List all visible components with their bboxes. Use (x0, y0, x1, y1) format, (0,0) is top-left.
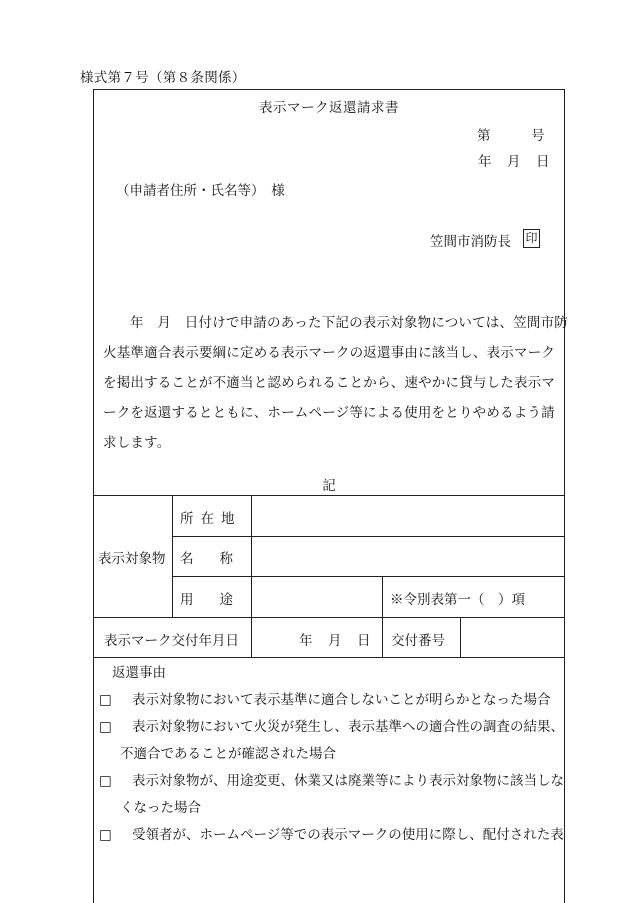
col-rule (382, 576, 383, 657)
checkbox-icon[interactable]: □ (99, 719, 112, 735)
ki-note: 記 (322, 478, 336, 494)
col-rule (172, 495, 173, 617)
return-reasons (94, 660, 564, 849)
issue-number-label: 交付番号 (391, 633, 445, 649)
reason-item (94, 768, 564, 822)
reason-item (94, 687, 564, 714)
reason-text: 不適合であることが確認された場合 (120, 746, 336, 762)
body-line: 年 月 日付けで申請のあった下記の表示対象物については、笠間市防 (130, 315, 568, 331)
use-classification: ※令別表第一（ ）項 (390, 592, 525, 608)
issue-date-label: 表示マーク交付年月日 (104, 633, 239, 649)
issue-date-value: 年 月 日 (299, 633, 372, 649)
use-label: 用途 (180, 592, 259, 608)
reason-text: 表示対象物において表示基準に適合しないことが明らかとなった場合 (132, 692, 551, 708)
body-line: 火基準適合表示要綱に定める表示マークの返還事由に該当し、表示マーク (103, 345, 556, 361)
document-number: 第 号 (477, 128, 545, 144)
form-title: 表示マーク返還請求書 (259, 100, 399, 116)
addressee: （申請者住所・氏名等） 様 (116, 183, 285, 199)
body-line: を掲出することが不適当と認められることから、速やかに貸与した表示マ (103, 375, 556, 391)
form-number-label: 様式第７号（第８条関係） (80, 70, 246, 86)
checkbox-icon[interactable]: □ (99, 773, 112, 789)
row-rule (94, 617, 564, 618)
reason-item (94, 714, 564, 768)
row-rule (94, 657, 564, 658)
checkbox-icon[interactable]: □ (99, 692, 112, 708)
location-label: 所在地 (180, 511, 242, 527)
reason-item (94, 822, 564, 849)
col-rule (251, 495, 252, 657)
document-date: 年 月 日 (478, 154, 551, 170)
name-label: 名称 (180, 551, 259, 567)
row-rule (172, 536, 564, 537)
reason-text: 表示対象物が、用途変更、休業又は廃業等により表示対象物に該当しな (132, 773, 564, 789)
request-form (93, 89, 568, 903)
issuer-title: 笠間市消防長 (430, 234, 511, 250)
body-line: 求します。 (103, 435, 171, 451)
reason-text: くなった場合 (120, 800, 201, 816)
seal-mark: 印 (523, 229, 540, 248)
target-object-label: 表示対象物 (98, 551, 166, 567)
request-body (103, 308, 568, 458)
table-top-rule (94, 495, 564, 496)
reason-text: 表示対象物において火災が発生し、表示基準への適合性の調査の結果、 (132, 719, 564, 735)
col-rule (460, 617, 461, 657)
reason-text: 受領者が、ホームページ等での表示マークの使用に際し、配付された表 (132, 827, 564, 843)
checkbox-icon[interactable]: □ (99, 827, 112, 843)
body-line: ークを返還するとともに、ホームページ等による使用をとりやめるよう請 (103, 405, 555, 421)
reason-heading: 返還事由 (112, 665, 166, 681)
row-rule (172, 576, 564, 577)
